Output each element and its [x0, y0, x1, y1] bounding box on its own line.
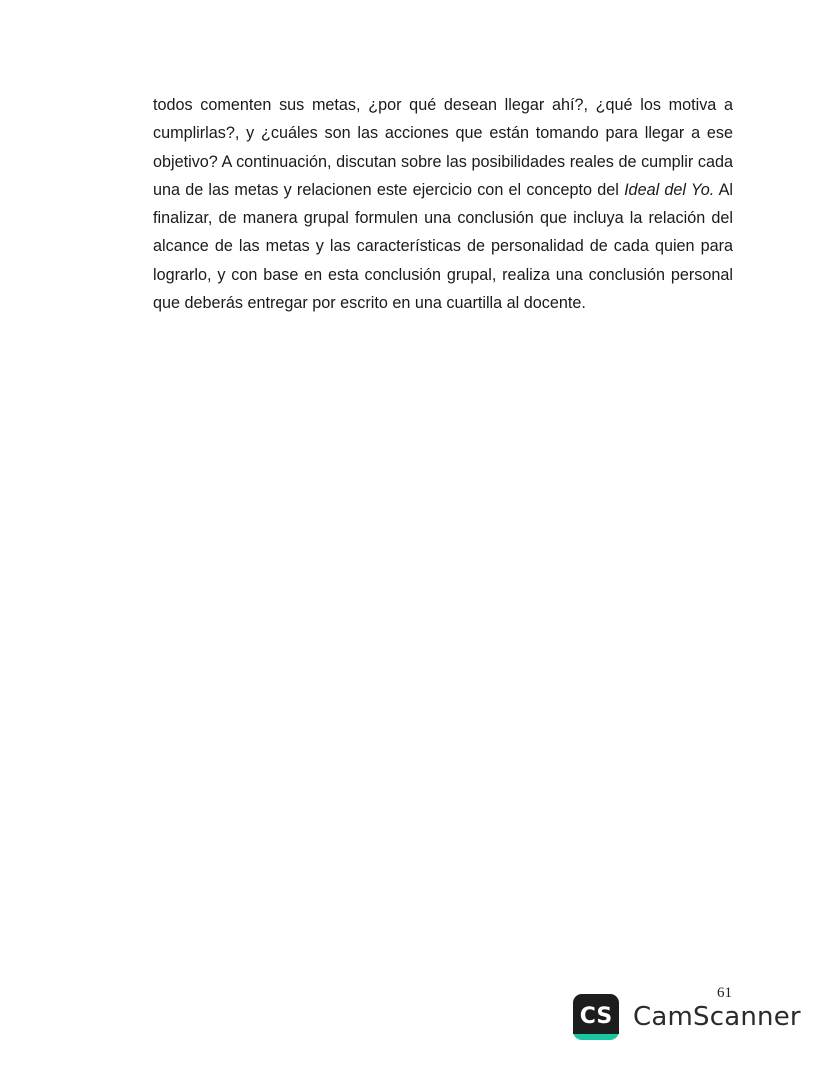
paragraph-text-part-1: todos comenten sus metas, ¿por qué desean llegar ahí?, ¿qué los motiva a cumplirlas?, y ¿cuáles son las acciones que están tomando para llegar a ese objetivo? A continuación, discutan sobre las posibilidades reales de cumplir cada una de las metas y relacionen este ejercicio con el concepto del: [153, 96, 733, 199]
camscanner-logo-icon: [573, 994, 619, 1040]
paragraph-text-part-2: Al finalizar, de manera grupal formulen una conclusión que incluya la relación del alcance de las metas y las características de personalidad de cada quien para lograrlo, y con base en esta conclusión grupal, realiza una conclusión personal que deberás entregar por escrito en una cuartilla al docente.: [153, 180, 734, 313]
camscanner-wordmark: CamScanner: [633, 1002, 801, 1032]
ideal-del-yo-emphasis: Ideal del Yo.: [624, 180, 715, 199]
page-number: 61: [717, 985, 732, 1001]
camscanner-watermark: [573, 994, 801, 1040]
body-paragraph: [153, 91, 733, 317]
svg-text:CS: CS: [579, 1004, 613, 1029]
